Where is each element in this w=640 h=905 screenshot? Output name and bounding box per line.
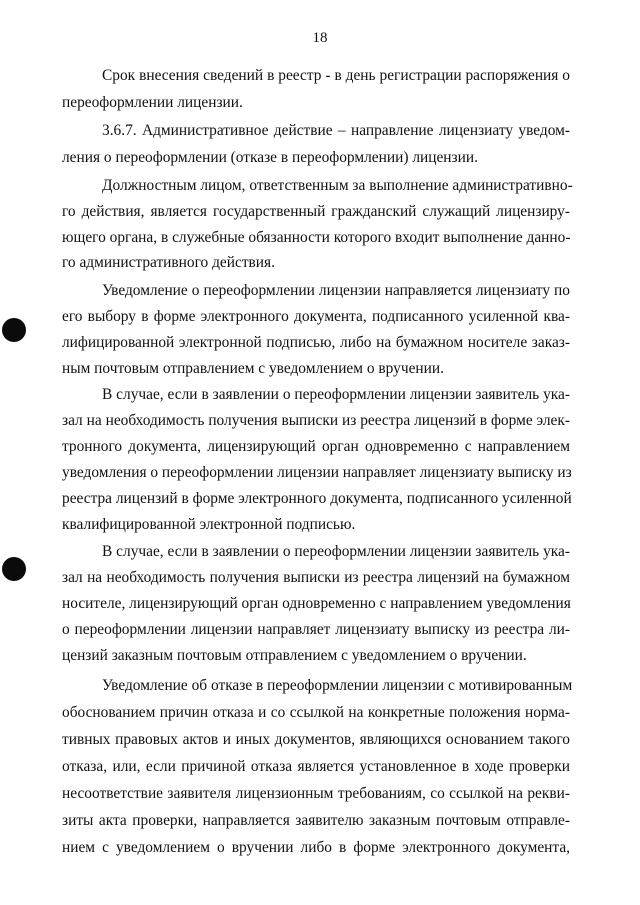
punch-hole: [2, 318, 26, 342]
text-line: нием с уведомлением о вручении либо в форме электронного документа,: [62, 839, 570, 856]
text-line: квалифицированной электронной подписью.: [62, 516, 356, 533]
text-line: носителе, лицензирующий орган одновременно с направлением уведомления: [62, 595, 571, 612]
text-line: В случае, если в заявлении о переоформлении лицензии заявитель ука-: [102, 543, 570, 560]
text-line: о переоформлении лицензии направляет лицензиату выписку из реестра ли-: [62, 621, 570, 638]
text-line: го административного действия.: [62, 254, 275, 271]
text-line: Уведомление о переоформлении лицензии направляется лицензиату по: [102, 282, 570, 299]
text-line: Уведомление об отказе в переоформлении лицензии с мотивированным: [102, 677, 573, 694]
text-line: В случае, если в заявлении о переоформлении лицензии заявитель ука-: [102, 386, 570, 403]
text-line: обоснованием причин отказа и со ссылкой на конкретные положения норма-: [62, 704, 570, 721]
text-line: тивных правовых актов и иных документов, являющихся основанием такого: [62, 731, 570, 748]
text-line: ющего органа, в служебные обязанности которого входит выполнение данно-: [62, 229, 571, 246]
text-line: ления о переоформлении (отказе в переоформлении) лицензии.: [62, 149, 478, 166]
text-line: уведомления о переоформлении лицензии направляет лицензиату выписку из: [62, 464, 572, 481]
text-line: ным почтовым отправлением с уведомлением о вручении.: [62, 360, 444, 377]
text-line: его выбору в форме электронного документа, подписанного усиленной ква-: [62, 308, 570, 325]
text-line: несоответствие заявителя лицензионным требованиям, со ссылкой на рекви-: [62, 785, 570, 802]
text-line: Срок внесения сведений в реестр - в день регистрации распоряжения о: [102, 67, 570, 84]
text-line: лифицированной электронной подписью, либо на бумажном носителе заказ-: [62, 334, 570, 351]
text-line: отказа, или, если причиной отказа является установленное в ходе проверки: [62, 758, 570, 775]
text-line: зал на необходимость получения выписки из реестра лицензий на бумажном: [62, 569, 570, 586]
text-line: цензий заказным почтовым отправлением с уведомлением о вручении.: [62, 647, 527, 664]
text-line: зиты акта проверки, направляется заявителю заказным почтовым отправле-: [62, 812, 570, 829]
text-line: тронного документа, лицензирующий орган одновременно с направлением: [62, 438, 570, 455]
text-line: Должностным лицом, ответственным за выполнение административно-: [102, 177, 573, 194]
page-number: 18: [312, 30, 328, 46]
text-line: 3.6.7. Административное действие – направление лицензиату уведом-: [102, 122, 570, 139]
text-line: реестра лицензий в форме электронного документа, подписанного усиленной: [62, 490, 572, 507]
punch-hole: [2, 557, 26, 581]
text-line: переоформлении лицензии.: [62, 94, 243, 111]
text-line: го действия, является государственный гражданский служащий лицензиру-: [62, 203, 570, 220]
text-line: зал на необходимость получения выписки из реестра лицензий в форме элек-: [62, 412, 570, 429]
